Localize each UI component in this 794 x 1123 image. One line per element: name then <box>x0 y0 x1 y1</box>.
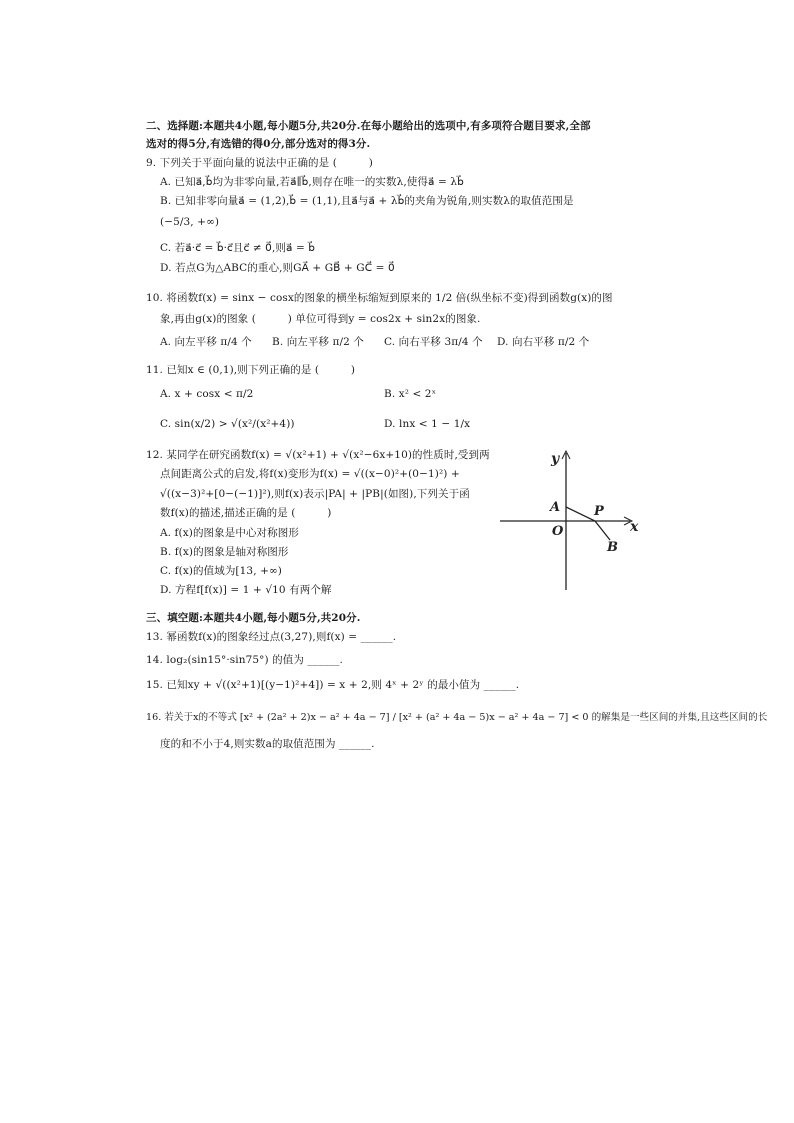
q10-option-c: C. 向右平移 3π/4 个 <box>384 336 483 348</box>
q12-option-b: B. f(x)的图象是轴对称图形 <box>160 546 289 558</box>
section3-header: 三、填空题:本题共4小题,每小题5分,共20分. <box>146 612 361 624</box>
q10-option-d: D. 向右平移 π/2 个 <box>497 336 590 348</box>
q10-line2: 象,再由g(x)的图象 ( ) 单位可得到y = cos2x + sin2x的图象. <box>160 313 481 325</box>
q9-option-b-line2: (−5/3, +∞) <box>160 216 220 228</box>
q13-text: 13. 幂函数f(x)的图象经过点(3,27),则f(x) = ______. <box>146 631 397 643</box>
q11-option-b: B. x² < 2ˣ <box>384 388 437 400</box>
q11-option-d: D. lnx < 1 − 1/x <box>384 418 471 430</box>
q11-option-c: C. sin(x/2) > √(x²/(x²+4)) <box>160 418 295 430</box>
q9-option-b-line1: B. 已知非零向量a⃗ = (1,2),b⃗ = (1,1),且a⃗与a⃗ + λb⃗的夹角为锐角,则实数λ的取值范围是 <box>160 195 574 207</box>
q12-option-a: A. f(x)的图象是中心对称图形 <box>160 527 299 539</box>
q11-option-a: A. x + cosx < π/2 <box>160 388 254 400</box>
q12-option-c: C. f(x)的值域为[13, +∞) <box>160 565 283 577</box>
q9-stem: 9. 下列关于平面向量的说法中正确的是 ( ) <box>146 157 373 169</box>
q15-text: 15. 已知xy + √((x²+1)[(y−1)²+4]) = x + 2,则 4ˣ + 2ʸ 的最小值为 ______. <box>146 679 520 691</box>
q12-line2: 点间距离公式的启发,将f(x)变形为f(x) = √((x−0)²+(0−1)²) + <box>160 468 460 480</box>
q9-option-c: C. 若a⃗·c⃗ = b⃗·c⃗且c⃗ ≠ 0⃗,则a⃗ = b⃗ <box>160 242 316 254</box>
q12-coordinate-figure <box>498 445 648 595</box>
q14-text: 14. log₂(sin15°·sin75°) 的值为 ______. <box>146 654 343 666</box>
y-label: y <box>551 451 560 467</box>
point-a-label: A <box>550 500 561 515</box>
q9-option-d: D. 若点G为△ABC的重心,则GA⃗ + GB⃗ + GC⃗ = 0⃗ <box>160 262 395 274</box>
q10-option-b: B. 向左平移 π/2 个 <box>272 336 364 348</box>
point-b-label: B <box>607 540 618 555</box>
q16-line1: 16. 若关于x的不等式 [x² + (2a² + 2)x − a² + 4a − 7] / [x² + (a² + 4a − 5)x − a² + 4a − 7] < 0 的解集是一些区间的并集,且这些区间的长 <box>146 712 768 723</box>
q10-line1: 10. 将函数f(x) = sinx − cosx的图象的横坐标缩短到原来的 1/2 倍(纵坐标不变)得到函数g(x)的图 <box>146 292 613 304</box>
section2-header-line2: 选对的得5分,有选错的得0分,部分选对的得3分. <box>146 138 371 150</box>
q12-line4: 数f(x)的描述,描述正确的是 ( ) <box>160 507 332 519</box>
origin-label: O <box>552 524 564 539</box>
q12-line3: √((x−3)²+[0−(−1)]²),则f(x)表示|PA| + |PB|(如图),下列关于函 <box>160 488 470 500</box>
q12-option-d: D. 方程f[f(x)] = 1 + √10 有两个解 <box>160 584 332 596</box>
q11-stem: 11. 已知x ∈ (0,1),则下列正确的是 ( ) <box>146 364 356 376</box>
q9-option-a: A. 已知a⃗,b⃗均为非零向量,若a⃗∥b⃗,则存在唯一的实数λ,使得a⃗ = λb⃗ <box>160 176 464 188</box>
q16-line2: 度的和不小于4,则实数a的取值范围为 ______. <box>160 738 375 750</box>
q12-line1: 12. 某同学在研究函数f(x) = √(x²+1) + √(x²−6x+10)的性质时,受到两 <box>146 449 490 461</box>
section2-header-line1: 二、选择题:本题共4小题,每小题5分,共20分.在每小题给出的选项中,有多项符合题目要求,全部 <box>146 120 591 132</box>
q10-option-a: A. 向左平移 π/4 个 <box>160 336 252 348</box>
x-label: x <box>630 519 639 535</box>
point-p-label: P <box>594 504 604 519</box>
